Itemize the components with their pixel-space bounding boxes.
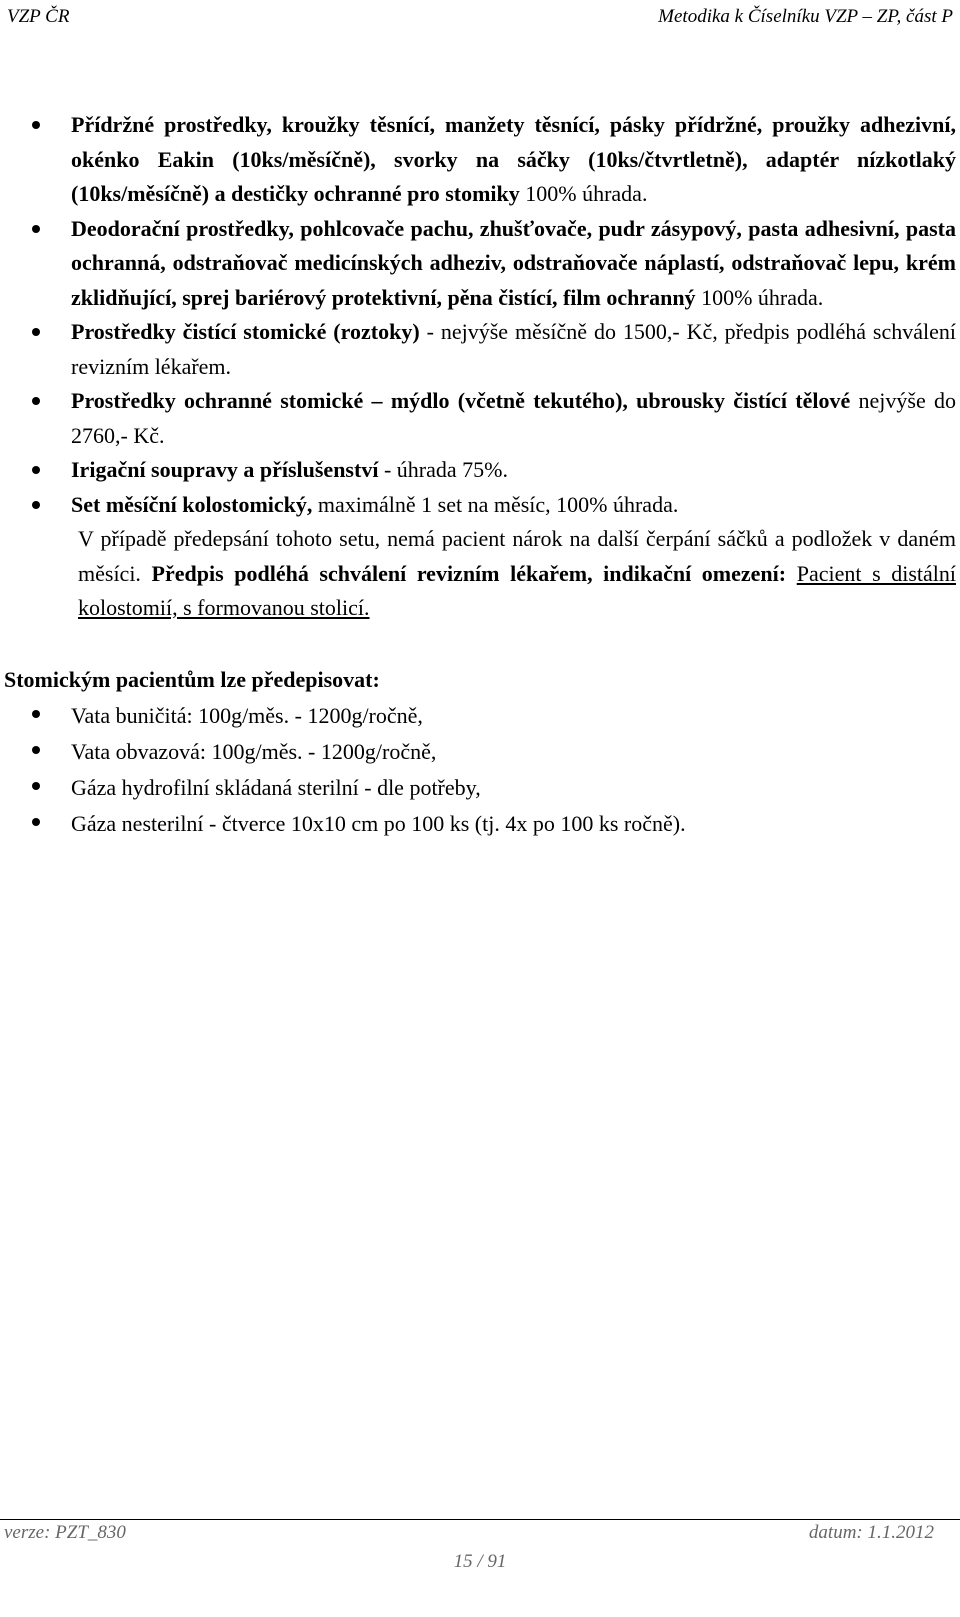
footer-date: datum: 1.1.2012 [808,1522,934,1543]
bullet-icon [32,501,40,509]
item-bold: Irigační soupravy a příslušenství [71,457,379,482]
list-item [0,212,960,316]
prescription-list [0,697,960,841]
set-note-bold: Předpis podléhá schválení revizním lékařem, indikační omezení: [151,560,787,586]
item-text: Vata obvazová: 100g/měs. - 1200g/ročně, [71,739,437,764]
bullet-icon [32,746,40,754]
item-text: - nejvýše měsíčně do 1500,- Kč, předpis podléhá schválení revizním lékařem. [71,319,957,379]
reimbursement-list [0,108,960,522]
item-text: 100% úhrada. [695,284,824,310]
bullet-icon [32,782,40,790]
item-bold: Set měsíční kolostomický, [71,491,313,517]
item-bold: Přídržné prostředky, kroužky těsnící, manžety těsnící, pásky přídržné, proužky adhezivní, okénko Eakin (10ks/měsíčně), svorky na sáčky (10ks/čtvrtletně), adaptér nízkotlaký (10ks/měsíčně) a destičky ochranné pro stomiky [71,112,956,206]
item-bold: Prostředky ochranné stomické – mýdlo (včetně tekutého), ubrousky čistící tělové [71,388,851,413]
bullet-icon [32,818,40,826]
page-number: 15 / 91 [453,1551,507,1572]
bullet-icon [32,225,40,233]
item-text: Gáza hydrofilní skládaná sterilní - dle potřeby, [71,775,481,800]
section-title: Stomickým pacientům lze předepisovat: [4,666,380,692]
bullet-icon [32,121,40,129]
list-item [0,488,960,523]
list-item [0,384,960,453]
bullet-icon [32,710,40,718]
item-text: Gáza nesterilní - čtverce 10x10 cm po 100 ks (tj. 4x po 100 ks ročně). [71,811,686,836]
list-item [0,769,960,805]
list-item [0,108,960,212]
list-item [0,733,960,769]
list-item [0,315,960,384]
header-right: Metodika k Číselníku VZP – ZP, část P [658,6,953,27]
item-bold: Deodorační prostředky, pohlcovače pachu, zhušťovače, pudr zásypový, pasta adhesivní, pasta ochranná, odstraňovač medicínských adheziv, odstraňovače náplastí, odstraňovač lepu, krém zklidňující, sprej bariérový protektivní, pěna čistící, film ochranný [71,215,956,310]
item-text: maximálně 1 set na měsíc, 100% úhrada. [312,491,679,517]
list-item [0,697,960,733]
item-text: 100% úhrada. [519,181,648,206]
item-bold: Prostředky čistící stomické (roztoky) [71,319,420,344]
list-item [0,805,960,841]
page-header [7,6,953,32]
item-text: Vata buničitá: 100g/měs. - 1200g/ročně, [71,703,423,728]
main-content [0,108,960,841]
item-text: nejvýše do 2760,- Kč. [71,388,957,448]
list-item [0,453,960,488]
header-left: VZP ČR [7,6,70,27]
set-note-text: V případě předepsání tohoto setu, nemá pacient nárok na další čerpání sáčků a podložek v daném měsíci. [78,526,956,586]
footer-version: verze: PZT_830 [4,1522,126,1543]
footer-divider [0,1519,960,1520]
set-note-underlined: Pacient s distální kolostomií, s formovanou stolicí. [78,560,957,620]
bullet-icon [32,466,40,474]
bullet-icon [32,397,40,405]
item-text: - úhrada 75%. [378,457,508,482]
bullet-icon [32,328,40,336]
set-note [0,522,960,626]
